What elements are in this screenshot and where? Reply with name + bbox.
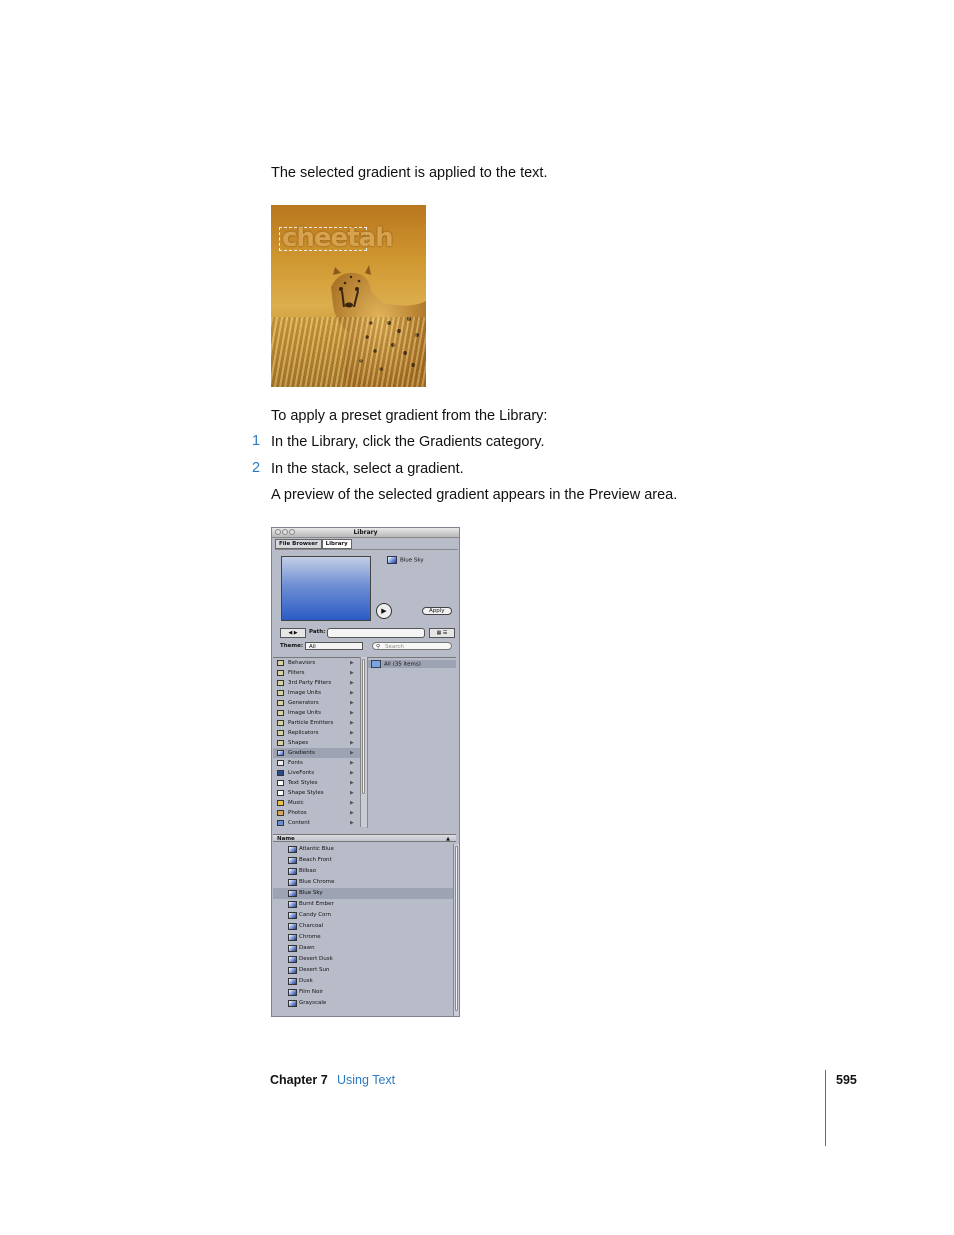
disclosure-arrow-icon: ▶	[350, 660, 354, 666]
gradients-icon	[277, 750, 284, 756]
view-mode-buttons[interactable]: ▦ ☰	[429, 628, 455, 638]
gradient-icon	[288, 912, 297, 919]
photos-icon	[277, 810, 284, 816]
preview-area	[275, 549, 458, 625]
sidebar-item-image-units[interactable]	[273, 688, 360, 698]
cheetah-photo	[271, 205, 426, 387]
disclosure-arrow-icon: ▶	[350, 810, 354, 816]
disclosure-arrow-icon: ▶	[350, 680, 354, 686]
list-item[interactable]	[273, 954, 453, 965]
step-2-number: 2	[252, 460, 261, 476]
grass-overlay	[271, 317, 426, 387]
list-item-label: Desert Sun	[299, 967, 330, 973]
list-item[interactable]	[273, 899, 453, 910]
list-item[interactable]	[273, 844, 453, 855]
disclosure-arrow-icon: ▶	[350, 820, 354, 826]
sidebar-item-shapes[interactable]	[273, 738, 360, 748]
path-label: Path:	[309, 629, 326, 635]
sidebar-item-behaviors[interactable]	[273, 658, 360, 668]
tab-file-browser[interactable]: File Browser	[275, 539, 322, 549]
tab-library[interactable]: Library	[322, 539, 352, 549]
page-number: 595	[836, 1073, 857, 1087]
list-item-label: Atlantic Blue	[299, 846, 334, 852]
gradient-icon	[288, 846, 297, 853]
image-units-icon	[277, 690, 284, 696]
category-label: Gradients	[288, 750, 315, 756]
category-scrollbar[interactable]	[360, 657, 367, 827]
filters-icon	[277, 670, 284, 676]
disclosure-arrow-icon: ▶	[350, 700, 354, 706]
list-item[interactable]	[273, 987, 453, 998]
category-label: Behaviors	[288, 660, 316, 666]
category-label: LiveFonts	[288, 770, 315, 776]
disclosure-arrow-icon: ▶	[350, 760, 354, 766]
list-item-label: Chrome	[299, 934, 321, 940]
sidebar-item-photos[interactable]	[273, 808, 360, 818]
gradient-icon	[288, 978, 297, 985]
category-label: Photos	[288, 810, 307, 816]
livefonts-icon	[277, 770, 284, 776]
category-label: Shapes	[288, 740, 309, 746]
search-field[interactable]	[372, 642, 452, 650]
list-item-label: Grayscale	[299, 1000, 327, 1006]
gradient-icon	[288, 945, 297, 952]
gradient-preview-swatch	[281, 556, 371, 621]
category-label: Image Units	[288, 710, 322, 716]
theme-row	[275, 642, 458, 652]
sidebar-item-livefonts[interactable]	[273, 768, 360, 778]
gradient-icon	[288, 923, 297, 930]
disclosure-arrow-icon: ▶	[350, 730, 354, 736]
list-item[interactable]	[273, 866, 453, 877]
sidebar-item-filters[interactable]	[273, 668, 360, 678]
play-button[interactable]: ▶	[376, 603, 392, 619]
footer-chapter: Chapter 7	[270, 1073, 328, 1087]
disclosure-arrow-icon: ▶	[350, 690, 354, 696]
sidebar-item-text-styles[interactable]	[273, 778, 360, 788]
category-label: Particle Emitters	[288, 720, 334, 726]
category-label: 3rd Party Filters	[288, 680, 332, 686]
sidebar-item-generators[interactable]	[273, 698, 360, 708]
category-label: Text Styles	[288, 780, 318, 786]
category-label: Music	[288, 800, 304, 806]
sidebar-item-music[interactable]	[273, 798, 360, 808]
list-scrollbar[interactable]	[453, 844, 460, 1016]
category-list	[273, 657, 360, 828]
photo-title-text: cheetah	[282, 223, 393, 253]
list-item-label: Candy Corn	[299, 912, 332, 918]
list-item[interactable]	[273, 976, 453, 987]
gradient-icon	[288, 879, 297, 886]
list-item-label: Film Noir	[299, 989, 324, 995]
stack-pane	[367, 657, 456, 828]
replicators-icon	[277, 730, 284, 736]
theme-popup[interactable]: All	[305, 642, 363, 650]
list-item[interactable]	[273, 877, 453, 888]
list-item-label: Dawn	[299, 945, 315, 951]
category-label: Replicators	[288, 730, 319, 736]
path-popup[interactable]	[327, 628, 425, 638]
disclosure-arrow-icon: ▶	[350, 710, 354, 716]
list-item-label: Burnt Ember	[299, 901, 334, 907]
sidebar-item-gradients[interactable]	[273, 748, 360, 758]
list-item[interactable]	[273, 855, 453, 866]
list-header[interactable]	[273, 834, 456, 842]
gradient-icon	[288, 1000, 297, 1007]
folder-icon	[371, 660, 381, 668]
scroll-thumb[interactable]	[362, 659, 365, 794]
column-name-header: Name	[277, 836, 295, 842]
stack-item-all[interactable]	[368, 660, 456, 668]
step-1-text: In the Library, click the Gradients category.	[271, 434, 545, 450]
list-item-selected[interactable]	[273, 888, 453, 899]
tab-bar	[275, 539, 352, 549]
preview-item-name	[387, 556, 424, 564]
result-text: A preview of the selected gradient appears in the Preview area.	[271, 487, 678, 503]
filters-icon	[277, 680, 284, 686]
list-item[interactable]	[273, 998, 453, 1009]
gradient-icon	[288, 857, 297, 864]
path-row	[275, 628, 458, 638]
category-label: Content	[288, 820, 310, 826]
library-window	[271, 527, 460, 1017]
caption: The selected gradient is applied to the text.	[271, 165, 548, 181]
disclosure-arrow-icon: ▶	[350, 750, 354, 756]
sidebar-item-particle-emitters[interactable]	[273, 718, 360, 728]
shape-styles-icon	[277, 790, 284, 796]
sidebar-item-3rd-party-filters[interactable]	[273, 678, 360, 688]
window-title: Library	[353, 529, 378, 536]
disclosure-arrow-icon: ▶	[350, 770, 354, 776]
title-bar	[272, 528, 459, 538]
stack-item-label: All (35 items)	[384, 661, 421, 668]
step-2-text: In the stack, select a gradient.	[271, 461, 464, 477]
text-styles-icon	[277, 780, 284, 786]
list-item-label: Dusk	[299, 978, 313, 984]
list-item[interactable]	[273, 921, 453, 932]
gradient-icon	[288, 901, 297, 908]
category-label: Fonts	[288, 760, 303, 766]
fonts-icon	[277, 760, 284, 766]
list-item-label: Beach Front	[299, 857, 332, 863]
sidebar-item-shape-styles[interactable]	[273, 788, 360, 798]
sidebar-item-content[interactable]	[273, 818, 360, 828]
category-label: Shape Styles	[288, 790, 324, 796]
shapes-icon	[277, 740, 284, 746]
image-units-icon	[277, 710, 284, 716]
disclosure-arrow-icon: ▶	[350, 720, 354, 726]
gradient-icon	[288, 956, 297, 963]
scroll-thumb[interactable]	[455, 846, 458, 1011]
category-label: Generators	[288, 700, 319, 706]
list-item[interactable]	[273, 910, 453, 921]
theme-label: Theme:	[280, 643, 304, 649]
gradient-icon	[288, 868, 297, 875]
step-1-number: 1	[252, 433, 261, 449]
gradient-list	[273, 844, 453, 1016]
disclosure-arrow-icon: ▶	[350, 670, 354, 676]
category-label: Filters	[288, 670, 305, 676]
disclosure-arrow-icon: ▶	[350, 780, 354, 786]
generators-icon	[277, 700, 284, 706]
music-icon	[277, 800, 284, 806]
list-item-label: Charcoal	[299, 923, 324, 929]
list-item[interactable]	[273, 932, 453, 943]
list-item[interactable]	[273, 965, 453, 976]
apply-button[interactable]: Apply	[422, 607, 452, 615]
sidebar-item-fonts[interactable]	[273, 758, 360, 768]
footer-divider	[825, 1070, 826, 1146]
content-folder-icon	[277, 820, 284, 826]
disclosure-arrow-icon: ▶	[350, 790, 354, 796]
list-item[interactable]	[273, 943, 453, 954]
list-item-label: Desert Dusk	[299, 956, 333, 962]
behaviors-icon	[277, 660, 284, 666]
gradient-icon	[288, 890, 297, 897]
search-placeholder: Search	[385, 644, 404, 650]
gradient-icon	[288, 989, 297, 996]
gradient-icon	[288, 934, 297, 941]
sidebar-item-replicators[interactable]	[273, 728, 360, 738]
gradient-icon	[288, 967, 297, 974]
search-icon: ⚲	[376, 644, 381, 650]
disclosure-arrow-icon: ▶	[350, 740, 354, 746]
intro-text: To apply a preset gradient from the Library:	[271, 408, 548, 424]
back-forward-buttons[interactable]: ◀ ▶	[280, 628, 306, 638]
preview-name-label: Blue Sky	[400, 557, 424, 564]
disclosure-arrow-icon: ▶	[350, 800, 354, 806]
sort-arrow-icon: ▲	[446, 836, 450, 842]
list-item-label: Blue Sky	[299, 890, 323, 896]
list-item-label: Bilbao	[299, 868, 317, 874]
category-label: Image Units	[288, 690, 322, 696]
list-item-label: Blue Chrome	[299, 879, 335, 885]
footer-section-link[interactable]: Using Text	[337, 1073, 396, 1087]
particle-emitters-icon	[277, 720, 284, 726]
sidebar-item-image-units-2[interactable]	[273, 708, 360, 718]
gradient-icon	[387, 556, 397, 564]
